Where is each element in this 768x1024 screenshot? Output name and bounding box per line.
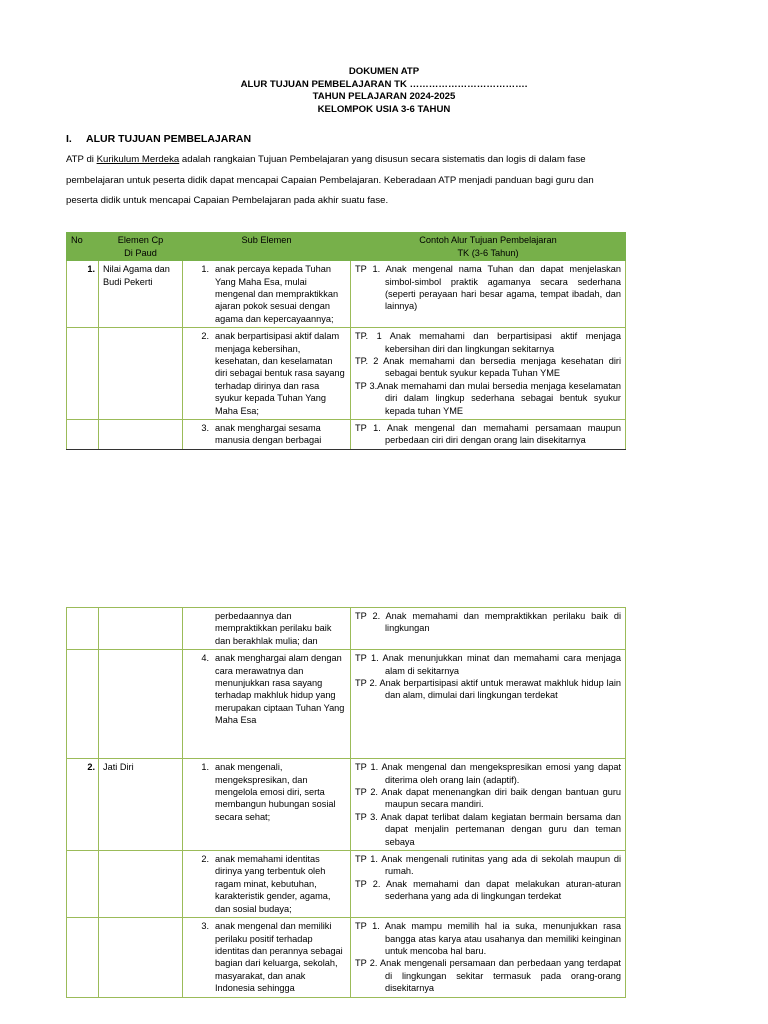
table-row bbox=[67, 918, 626, 997]
row-number-empty bbox=[67, 650, 99, 759]
table-header-row bbox=[67, 233, 626, 261]
elemen-cell-empty bbox=[99, 608, 183, 650]
section-number: I. bbox=[66, 133, 72, 145]
header-no: No bbox=[67, 233, 99, 261]
section-heading bbox=[66, 133, 251, 145]
elemen-cell-empty bbox=[99, 851, 183, 918]
table-row bbox=[67, 328, 626, 420]
tp-item: TP 2. Anak dapat menenangkan diri baik dengan bantuan guru maupun secara mandiri. bbox=[355, 787, 621, 810]
row-number: 2. bbox=[67, 759, 99, 851]
table-row bbox=[67, 759, 626, 851]
kurikulum-merdeka-link[interactable]: Kurikulum Merdeka bbox=[96, 154, 180, 165]
tp-cell bbox=[351, 328, 626, 420]
title-line-2: ALUR TUJUAN PEMBELAJARAN TK ………………………………. bbox=[240, 78, 528, 90]
elemen-cell-empty bbox=[99, 918, 183, 997]
tp-item: TP 2. Anak memahami dan dapat melakukan aturan-aturan sederhana yang ada di lingkungan terdekat bbox=[355, 878, 621, 902]
tp-cell bbox=[351, 851, 626, 918]
elemen-cell: Nilai Agama dan Budi Pekerti bbox=[99, 261, 183, 328]
header-elemen: Elemen Cp Di Paud bbox=[99, 233, 183, 261]
tp-item: TP 2. Anak memahami dan mempraktikkan perilaku baik di lingkungan bbox=[355, 611, 621, 634]
tp-item: TP 2. Anak mengenali persamaan dan perbedaan yang terdapat di lingkungan sekitar termasuk pada orang-orang disekitarnya bbox=[355, 958, 621, 994]
header-contoh-atp: Contoh Alur Tujuan Pembelajaran TK (3-6 Tahun) bbox=[351, 233, 626, 261]
tp-item: TP 3.Anak memahami dan mulai bersedia menjaga keselamatan diri dalam lingkup sederhana sebagai bentuk syukur kepada tuhan YME bbox=[355, 380, 621, 416]
intro-text-start: ATP di bbox=[66, 154, 97, 165]
tp-cell bbox=[351, 261, 626, 328]
row-number-empty bbox=[67, 420, 99, 450]
tp-cell bbox=[351, 420, 626, 450]
sub-elemen-cell: 2. anak memahami identitas dirinya yang terbentuk oleh ragam minat, kebutuhan, karakteristik gender, agama, dan sosial budaya; bbox=[183, 851, 351, 918]
row-number-empty bbox=[67, 918, 99, 997]
tp-cell bbox=[351, 918, 626, 997]
tp-item: TP 3. Anak dapat terlibat dalam kegiatan bermain bersama dan dapat menjalin pertemanan dengan guru dan teman sebaya bbox=[355, 811, 621, 847]
tp-item: TP 1. Anak mengenal dan memahami persamaan maupun perbedaan ciri diri dengan orang lain disekitarnya bbox=[355, 423, 621, 446]
intro-text-end: adalah rangkaian Tujuan Pembelajaran yang disusun secara sistematis dan logis di dalam fase pembelajaran untuk peserta didik dapat mencapai Capaian Pembelajaran. Keberadaan ATP menjadi panduan bagi guru dan peserta didik untuk mencapai Capaian Pembelajaran pada akhir suatu fase. bbox=[66, 154, 594, 206]
section-title: ALUR TUJUAN PEMBELAJARAN bbox=[86, 133, 252, 145]
sub-elemen-cell: perbedaannya dan mempraktikkan perilaku baik dan berakhlak mulia; dan bbox=[183, 608, 351, 650]
intro-paragraph bbox=[66, 150, 626, 212]
table-row bbox=[67, 420, 626, 450]
row-number-empty bbox=[67, 851, 99, 918]
table-row bbox=[67, 650, 626, 759]
tp-item: TP 1. Anak mengenali rutinitas yang ada di sekolah maupun di rumah. bbox=[355, 854, 621, 877]
elemen-cell-empty bbox=[99, 650, 183, 759]
tp-item: TP. 2 Anak memahami dan bersedia menjaga kesehatan diri sebagai bentuk syukur kepada Tuhan YME bbox=[355, 356, 621, 379]
tp-item: TP 1. Anak mengenal nama Tuhan dan dapat menjelaskan simbol-simbol praktik agamanya secara sederhana (seperti perayaan hari besar agama, tempat ibadah, dan lainnya) bbox=[355, 264, 621, 312]
tp-cell bbox=[351, 759, 626, 851]
title-line-3: TAHUN PELAJARAN 2024-2025 bbox=[312, 91, 456, 103]
row-number: 1. bbox=[67, 261, 99, 328]
table-row bbox=[67, 608, 626, 650]
tp-item: TP. 1 Anak memahami dan berpartisipasi aktif menjaga kebersihan diri dan lingkungan sekitarnya bbox=[355, 331, 621, 354]
title-line-4: KELOMPOK USIA 3-6 TAHUN bbox=[317, 103, 451, 115]
elemen-cell-empty bbox=[99, 328, 183, 420]
document-title bbox=[0, 66, 768, 116]
elemen-cell-empty bbox=[99, 420, 183, 450]
table-row bbox=[67, 261, 626, 328]
tp-cell bbox=[351, 608, 626, 650]
row-number-empty bbox=[67, 328, 99, 420]
sub-elemen-cell: 2. anak berpartisipasi aktif dalam menjaga kebersihan, kesehatan, dan keselamatan diri sebagai bentuk rasa sayang terhadap dirinya dan rasa syukur kepada Tuhan Yang Maha Esa; bbox=[183, 328, 351, 420]
tp-item: TP 1. Anak menunjukkan minat dan memahami cara menjaga alam di sekitarnya bbox=[355, 653, 621, 676]
sub-elemen-cell: 3. anak mengenal dan memiliki perilaku positif terhadap identitas dan perannya sebagai bagian dari keluarga, sekolah, masyarakat, dan anak Indonesia sehingga bbox=[183, 918, 351, 997]
table-row bbox=[67, 851, 626, 918]
atp-table-page-2 bbox=[66, 607, 626, 998]
sub-elemen-cell: 1. anak percaya kepada Tuhan Yang Maha Esa, mulai mengenal dan mempraktikkan ajaran pokok sesuai dengan agama dan kepercayaannya; bbox=[183, 261, 351, 328]
elemen-cell: Jati Diri bbox=[99, 759, 183, 851]
row-number-empty bbox=[67, 608, 99, 650]
tp-item: TP 2. Anak berpartisipasi aktif untuk merawat makhluk hidup lain dan alam, dimulai dari lingkungan terdekat bbox=[355, 678, 621, 701]
atp-table-page-1 bbox=[66, 232, 626, 450]
sub-elemen-cell: 3. anak menghargai sesama manusia dengan berbagai bbox=[183, 420, 351, 450]
sub-elemen-cell: 4. anak menghargai alam dengan cara merawatnya dan menunjukkan rasa sayang terhadap makhluk hidup yang merupakan ciptaan Tuhan Yang Maha Esa bbox=[183, 650, 351, 759]
title-line-1: DOKUMEN ATP bbox=[348, 66, 420, 77]
tp-item: TP 1. Anak mampu memilih hal ia suka, menunjukkan rasa bangga atas karya atau usahanya dan memiliki keinginan untuk mencoba hal baru. bbox=[355, 921, 621, 956]
tp-item: TP 1. Anak mengenal dan mengekspresikan emosi yang dapat diterima oleh orang lain (adaptif). bbox=[355, 762, 621, 785]
header-sub-elemen: Sub Elemen bbox=[183, 233, 351, 261]
sub-elemen-cell: 1. anak mengenali, mengekspresikan, dan mengelola emosi diri, serta membangun hubungan sosial secara sehat; bbox=[183, 759, 351, 851]
tp-cell bbox=[351, 650, 626, 759]
